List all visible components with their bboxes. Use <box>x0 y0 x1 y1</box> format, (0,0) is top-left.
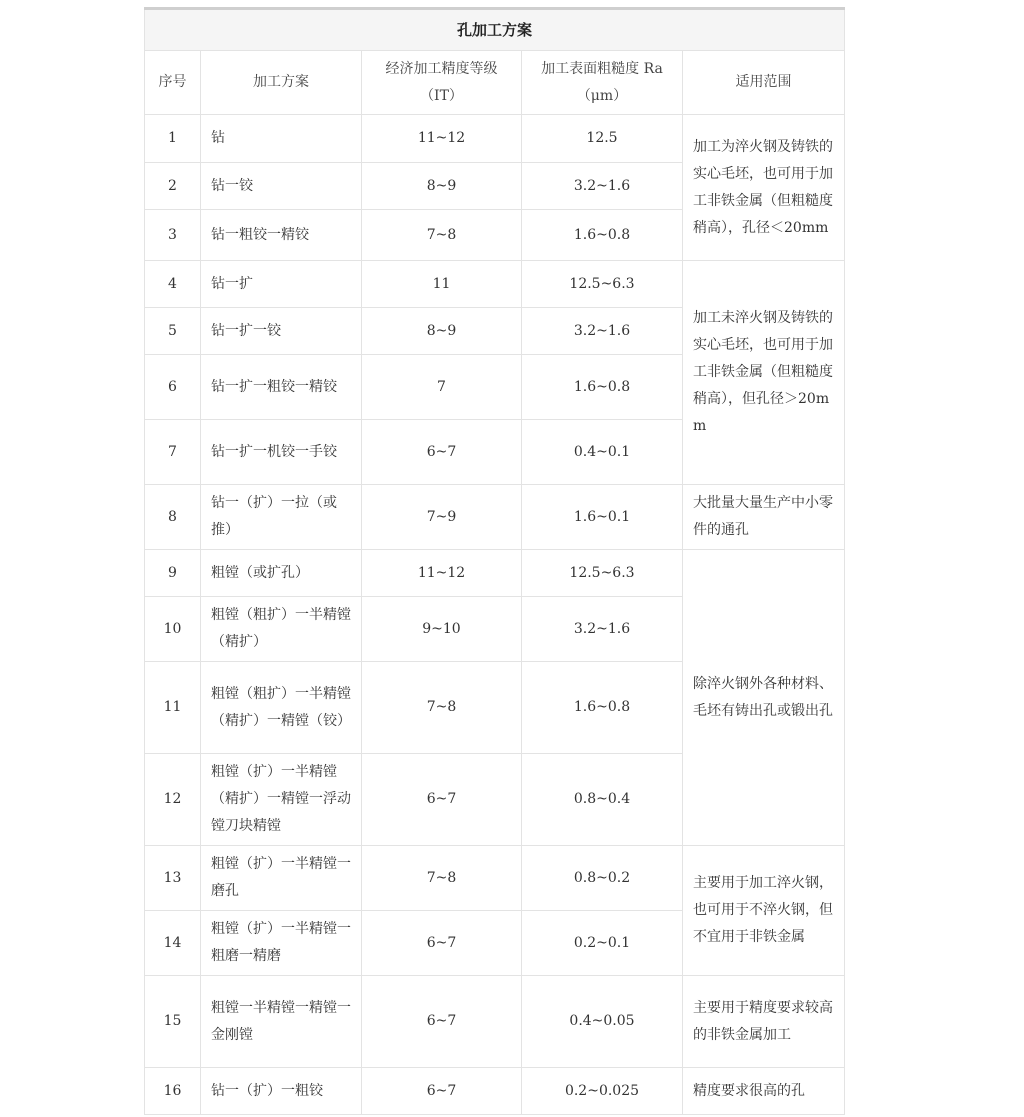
table-row <box>145 485 845 550</box>
row-seq: 11 <box>145 662 201 754</box>
row-roughness: 1.6~0.8 <box>522 210 683 261</box>
table-row <box>145 261 845 308</box>
row-roughness: 12.5~6.3 <box>522 550 683 597</box>
row-seq: 14 <box>145 911 201 976</box>
row-scheme: 钻一（扩）一拉（或推） <box>201 485 362 550</box>
row-roughness: 1.6~0.8 <box>522 662 683 754</box>
row-scheme: 钻一粗铰一精铰 <box>201 210 362 261</box>
row-grade: 6~7 <box>362 976 522 1068</box>
row-seq: 9 <box>145 550 201 597</box>
row-grade: 6~7 <box>362 1068 522 1115</box>
row-grade: 7~8 <box>362 846 522 911</box>
row-scheme: 粗镗（或扩孔） <box>201 550 362 597</box>
range-cell: 加工为淬火钢及铸铁的实心毛坯，也可用于加工非铁金属（但粗糙度稍高），孔径＜20mm <box>683 115 845 261</box>
row-seq: 2 <box>145 163 201 210</box>
row-roughness: 0.4~0.05 <box>522 976 683 1068</box>
row-seq: 8 <box>145 485 201 550</box>
range-cell: 主要用于精度要求较高的非铁金属加工 <box>683 976 845 1068</box>
table-row <box>145 550 845 597</box>
row-scheme: 钻一铰 <box>201 163 362 210</box>
row-seq: 3 <box>145 210 201 261</box>
row-grade: 8~9 <box>362 163 522 210</box>
row-seq: 10 <box>145 597 201 662</box>
row-scheme: 粗镗（扩）一半精镗一磨孔 <box>201 846 362 911</box>
row-scheme: 钻 <box>201 115 362 163</box>
row-seq: 5 <box>145 308 201 355</box>
row-grade: 6~7 <box>362 754 522 846</box>
row-scheme: 钻一（扩）一粗铰 <box>201 1068 362 1115</box>
row-grade: 6~7 <box>362 911 522 976</box>
row-seq: 4 <box>145 261 201 308</box>
row-scheme: 粗镗（扩）一半精镗（精扩）一精镗一浮动镗刀块精镗 <box>201 754 362 846</box>
range-cell: 主要用于加工淬火钢，也可用于不淬火钢，但不宜用于非铁金属 <box>683 846 845 976</box>
row-seq: 13 <box>145 846 201 911</box>
row-seq: 12 <box>145 754 201 846</box>
table-row <box>145 1068 845 1115</box>
row-scheme: 钻一扩一粗铰一精铰 <box>201 355 362 420</box>
row-roughness: 0.4~0.1 <box>522 420 683 485</box>
row-grade: 7~8 <box>362 662 522 754</box>
range-cell: 除淬火钢外各种材料、毛坯有铸出孔或锻出孔 <box>683 550 845 846</box>
header-roughness: 加工表面粗糙度 Ra （μm） <box>522 51 683 115</box>
row-roughness: 3.2~1.6 <box>522 163 683 210</box>
row-roughness: 0.8~0.4 <box>522 754 683 846</box>
header-grade: 经济加工精度等级 （IT） <box>362 51 522 115</box>
row-roughness: 12.5~6.3 <box>522 261 683 308</box>
title-row <box>145 9 845 51</box>
row-grade: 11~12 <box>362 550 522 597</box>
row-grade: 7 <box>362 355 522 420</box>
row-grade: 11~12 <box>362 115 522 163</box>
hole-machining-table <box>144 7 845 1115</box>
row-scheme: 钻一扩一铰 <box>201 308 362 355</box>
row-roughness: 1.6~0.8 <box>522 355 683 420</box>
row-scheme: 钻一扩一机铰一手铰 <box>201 420 362 485</box>
row-roughness: 3.2~1.6 <box>522 597 683 662</box>
header-seq: 序号 <box>145 51 201 115</box>
table-row <box>145 846 845 911</box>
row-seq: 1 <box>145 115 201 163</box>
row-grade: 7~9 <box>362 485 522 550</box>
row-scheme: 粗镗一半精镗一精镗一金刚镗 <box>201 976 362 1068</box>
table-row <box>145 115 845 163</box>
row-roughness: 12.5 <box>522 115 683 163</box>
row-scheme: 粗镗（粗扩）一半精镗（精扩）一精镗（铰） <box>201 662 362 754</box>
row-seq: 16 <box>145 1068 201 1115</box>
row-scheme: 粗镗（扩）一半精镗一粗磨一精磨 <box>201 911 362 976</box>
row-seq: 15 <box>145 976 201 1068</box>
row-roughness: 3.2~1.6 <box>522 308 683 355</box>
table-title: 孔加工方案 <box>145 9 845 51</box>
row-seq: 6 <box>145 355 201 420</box>
row-roughness: 0.2~0.025 <box>522 1068 683 1115</box>
row-grade: 7~8 <box>362 210 522 261</box>
range-cell: 加工未淬火钢及铸铁的实心毛坯，也可用于加工非铁金属（但粗糙度稍高），但孔径＞20mm <box>683 261 845 485</box>
row-grade: 9~10 <box>362 597 522 662</box>
table-row <box>145 976 845 1068</box>
row-seq: 7 <box>145 420 201 485</box>
header-range: 适用范围 <box>683 51 845 115</box>
row-grade: 11 <box>362 261 522 308</box>
row-scheme: 粗镗（粗扩）一半精镗（精扩） <box>201 597 362 662</box>
row-roughness: 0.8~0.2 <box>522 846 683 911</box>
row-grade: 8~9 <box>362 308 522 355</box>
range-cell: 精度要求很高的孔 <box>683 1068 845 1115</box>
range-cell: 大批量大量生产中小零件的通孔 <box>683 485 845 550</box>
row-scheme: 钻一扩 <box>201 261 362 308</box>
header-row <box>145 51 845 115</box>
header-scheme: 加工方案 <box>201 51 362 115</box>
row-roughness: 0.2~0.1 <box>522 911 683 976</box>
row-grade: 6~7 <box>362 420 522 485</box>
row-roughness: 1.6~0.1 <box>522 485 683 550</box>
